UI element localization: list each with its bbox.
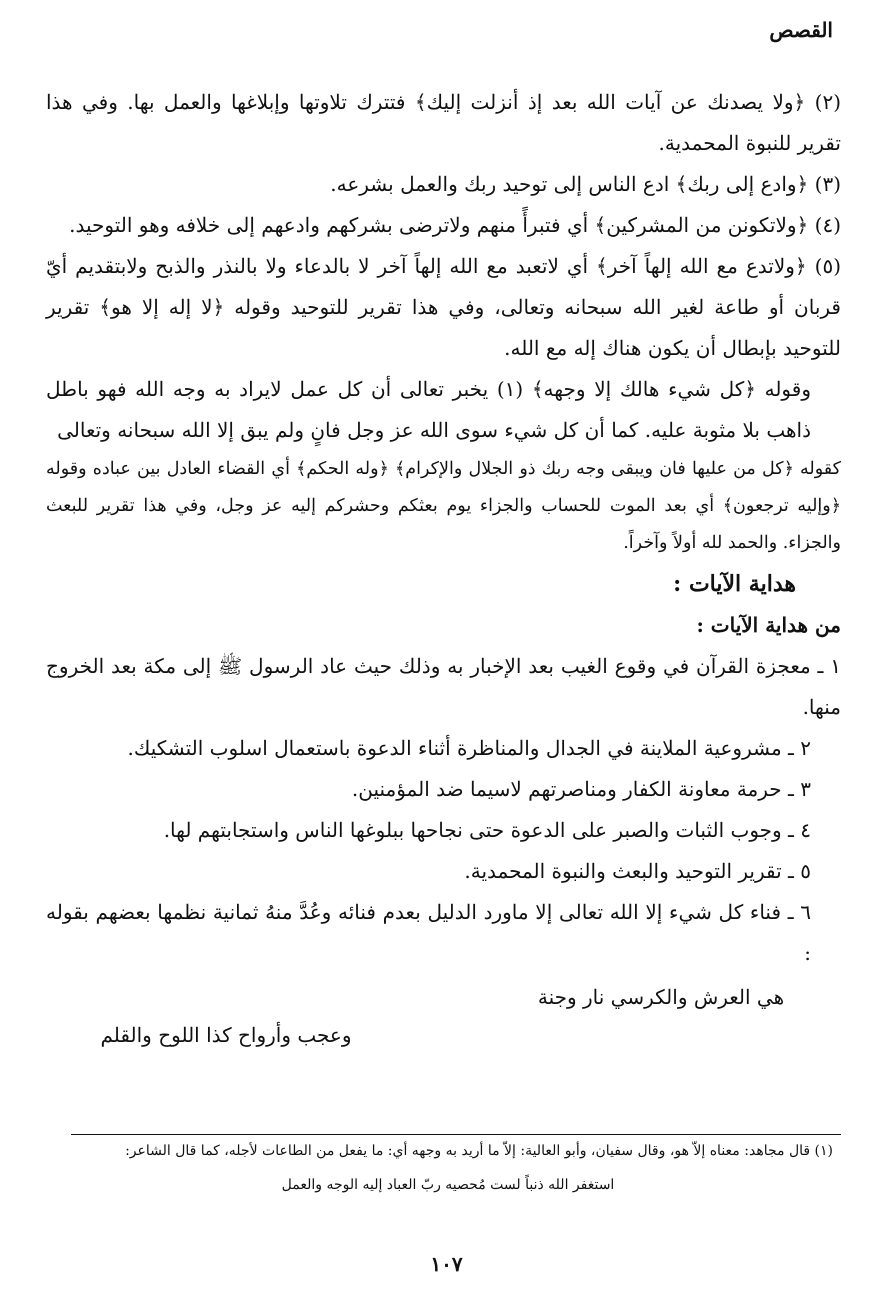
hidaya-item-3: ٣ ـ حرمة معاونة الكفار ومناصرتهم لاسيما ضد المؤمنين. <box>351 777 811 801</box>
paragraph-4: (٤) ﴿ولاتكونن من المشركين﴾ أي فتبرأً منهم ولاترضى بشركهم وادعهم إلى خلافه وهو التوحيد. <box>69 213 841 237</box>
poem-hemistich: وعجب وأرواح كذا اللوح والقلم <box>100 1023 352 1047</box>
hidaya-item-2: ٢ ـ مشروعية الملاينة في الجدال والمناظرة أثناء الدعوة باستعمال اسلوب التشكيك. <box>127 736 811 760</box>
hidaya-item-6: ٦ ـ فناء كل شيء إلا الله تعالى إلا ماورد الدليل بعدم فنائه وعُدَّ منهُ ثمانية نظمها بعضهم بقوله : <box>46 900 812 965</box>
footnote-text: (١) قال مجاهد: معناه إلاّ هو، وقال سفيان، وأبو العالية: إلاّ ما أريد به وجهه أي: ما يفعل من الطاعات لأجله، كما قال الشاعر: <box>125 1143 833 1159</box>
poem-hemistich <box>481 1016 841 1054</box>
poem <box>46 978 841 1054</box>
poem-hemistich: هي العرش والكرسي نار وجنة <box>537 985 785 1009</box>
poem-line-2 <box>46 1016 841 1054</box>
section-subheading: من هداية الآيات : <box>696 613 841 637</box>
footnote-verse: استغفر الله ذنباً لست مُحصيه ربّ العباد إليه الوجه والعمل <box>281 1177 615 1193</box>
main-text <box>46 82 841 1054</box>
page-number: ١٠٧ <box>430 1252 463 1276</box>
paragraph-3: (٣) ﴿وادع إلى ربك﴾ ادع الناس إلى توحيد ربك والعمل بشرعه. <box>330 172 841 196</box>
hidaya-item-5: ٥ ـ تقرير التوحيد والبعث والنبوة المحمدية. <box>464 859 811 883</box>
page-header-title: القصص <box>769 18 833 42</box>
footnote <box>63 1140 833 1196</box>
poem-hemistich <box>46 978 406 1016</box>
hidaya-item-1: ١ ـ معجزة القرآن في وقوع الغيب بعد الإخبار به وذلك حيث عاد الرسول ﷺ إلى مكة بعد الخروج منها. <box>46 654 841 719</box>
paragraph-wajhahu: وقوله ﴿كل شيء هالك إلا وجهه﴾ (١) يخبر تعالى أن كل عمل لايراد به وجه الله فهو باطل ذاهب بلا مثوبة عليه. كما أن كل شيء سوى الله عز وجل فانٍ ولم يبق إلا الله سبحانه وتعالى <box>46 377 811 442</box>
hidaya-item-4: ٤ ـ وجوب الثبات والصبر على الدعوة حتى نجاحها ببلوغها الناس واستجابتهم لها. <box>163 818 811 842</box>
paragraph-2: (٢) ﴿ولا يصدنك عن آيات الله بعد إذ أنزلت إليك﴾ فتترك تلاوتها وإبلاغها والعمل بها. وفي هذا تقرير للنبوة المحمدية. <box>46 90 841 155</box>
paragraph-quote: كقوله ﴿كل من عليها فان ويبقى وجه ربك ذو الجلال والإكرام﴾ ﴿وله الحكم﴾ أي القضاء العادل بين عباده وقوله ﴿وإليه ترجعون﴾ أي بعد الموت للحساب والجزاء يوم بعثكم وحشركم إليه عز وجل، وفي هذا تقرير للبعث والجزاء. والحمد لله أولاً وآخراً. <box>46 459 841 553</box>
section-heading: هداية الآيات : <box>673 571 796 597</box>
poem-line-1 <box>46 978 841 1016</box>
paragraph-5: (٥) ﴿ولاتدع مع الله إلهاً آخر﴾ أي لاتعبد مع الله إلهاً آخر لا بالدعاء ولا بالنذر والذبح ولابتقديم أيّ قربان أو طاعة لغير الله سبحانه وتعالى، وفي هذا تقرير للتوحيد وقوله ﴿لا إله إلا هو﴾ تقرير للتوحيد بإبطال أن يكون هناك إله مع الله. <box>46 254 841 360</box>
footnote-divider <box>71 1134 841 1135</box>
